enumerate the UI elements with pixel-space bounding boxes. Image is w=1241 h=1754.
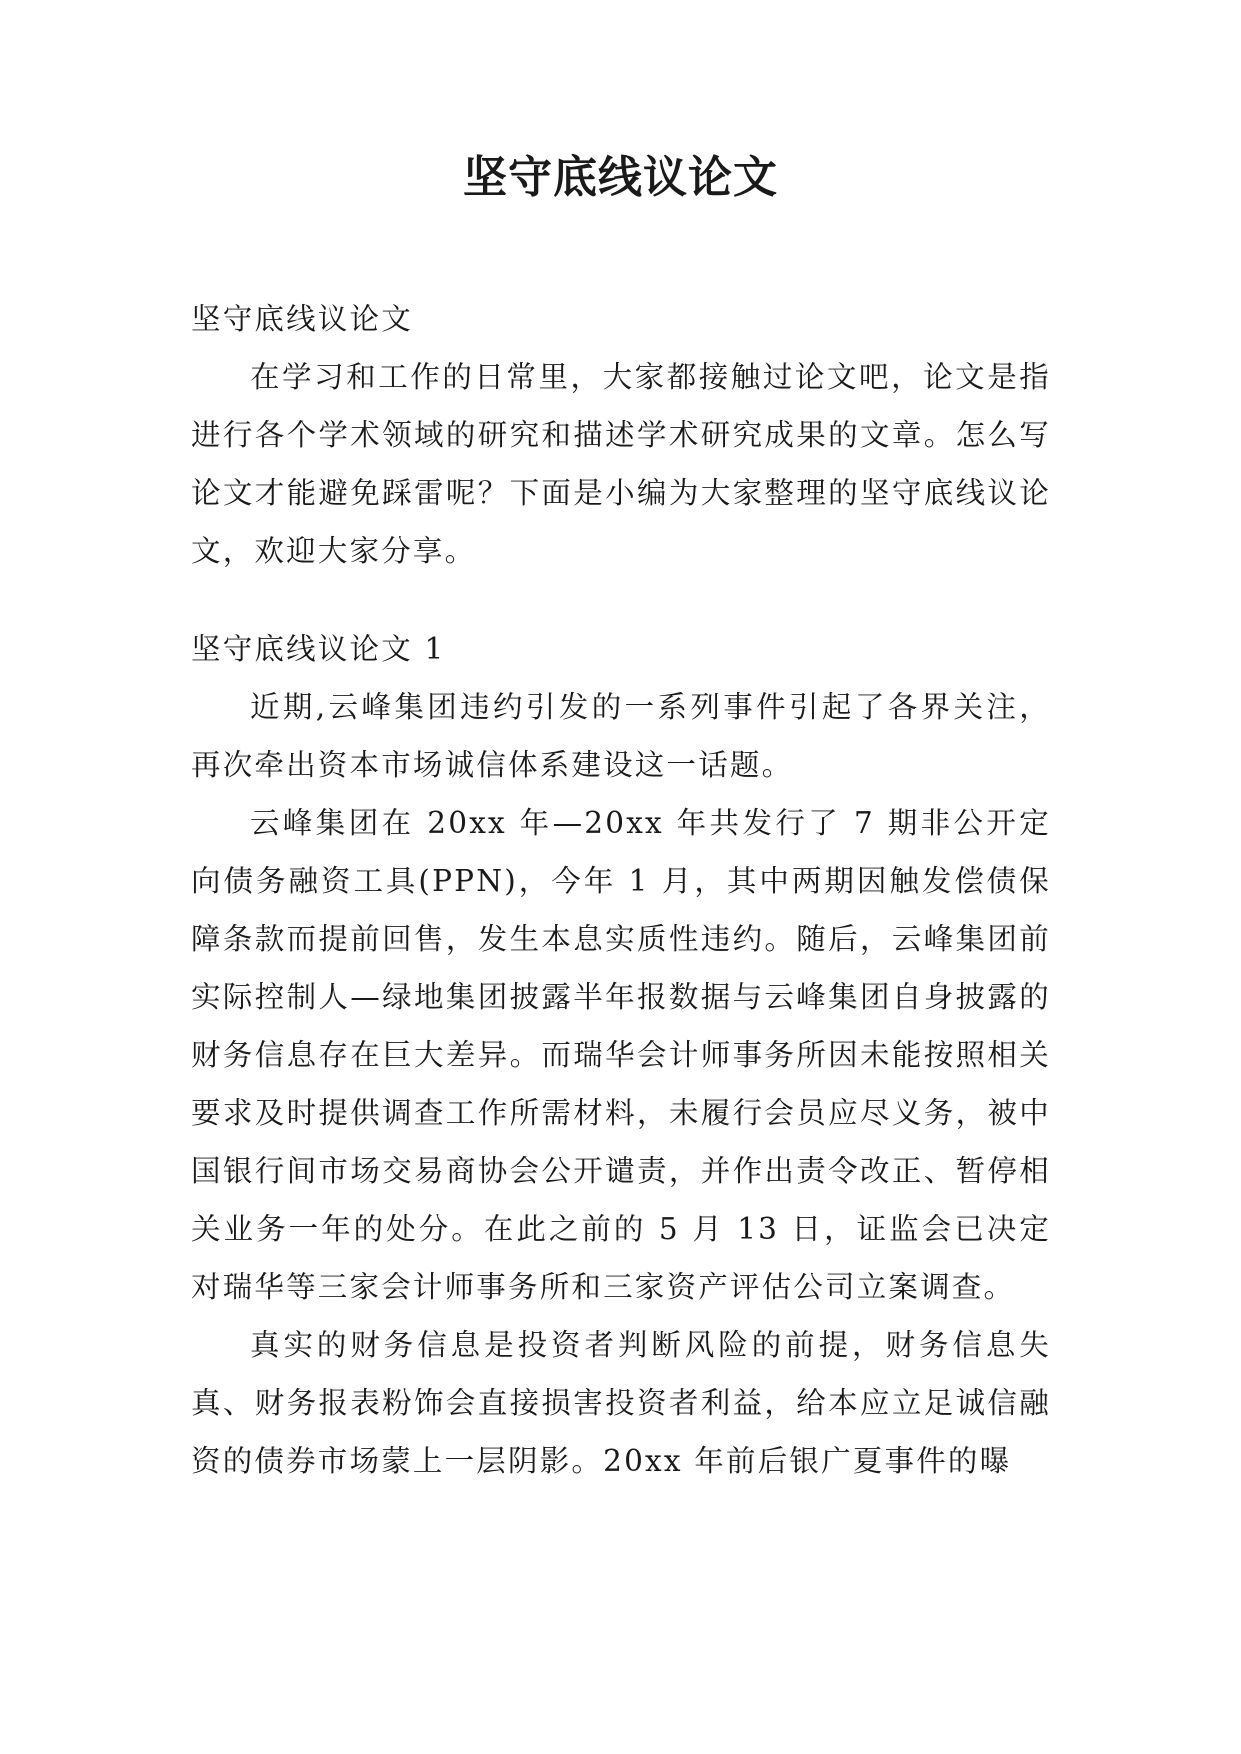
intro-paragraph: 在学习和工作的日常里，大家都接触过论文吧，论文是指进行各个学术领域的研究和描述学术研究成果的文章。怎么写论文才能避免踩雷呢？下面是小编为大家整理的坚守底线议论文，欢迎大家分享。: [191, 360, 1051, 568]
document-subtitle: 坚守底线议论文: [191, 302, 413, 336]
body-paragraph: 近期,云峰集团违约引发的一系列事件引起了各界关注，再次牵出资本市场诚信体系建设这一话题。: [191, 690, 1051, 782]
document-title: 坚守底线议论文: [463, 152, 778, 203]
body-paragraph: 真实的财务信息是投资者判断风险的前提，财务信息失真、财务报表粉饰会直接损害投资者利益，给本应立足诚信融资的债券市场蒙上一层阴影。20xx 年前后银广夏事件的曝: [191, 1328, 1051, 1478]
body-paragraph: 云峰集团在 20xx 年—20xx 年共发行了 7 期非公开定向债务融资工具(PPN)，今年 1 月，其中两期因触发偿债保障条款而提前回售，发生本息实质性违约。随后，云峰集团前实际控制人—绿地集团披露半年报数据与云峰集团自身披露的财务信息存在巨大差异。而瑞华会计师事务所因未能按照相关要求及时提供调查工作所需材料，未履行会员应尽义务，被中国银行间市场交易商协会公开谴责，并作出责令改正、暂停相关业务一年的处分。在此之前的 5 月 13 日，证监会已决定对瑞华等三家会计师事务所和三家资产评估公司立案调查。: [191, 806, 1051, 1304]
document-body: [191, 290, 1051, 1490]
section-heading: 坚守底线议论文 1: [191, 632, 446, 666]
